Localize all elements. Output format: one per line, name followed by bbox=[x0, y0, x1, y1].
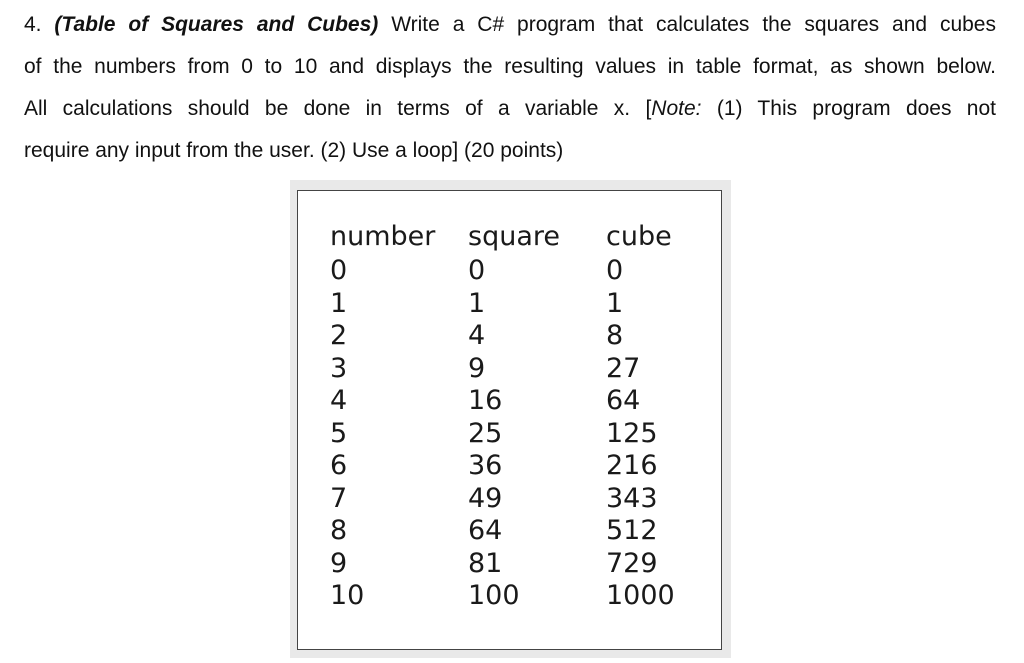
cell-number: 2 bbox=[330, 320, 348, 351]
cell-cube: 216 bbox=[606, 450, 658, 481]
question-line-3 bbox=[24, 88, 996, 130]
console-output-frame bbox=[297, 190, 722, 650]
question-number: 4. bbox=[24, 13, 42, 36]
table-header-row bbox=[330, 219, 696, 255]
question-line-3-start: All calculations should be done in terms of a variable x. [ bbox=[24, 97, 652, 120]
question-line-4-text: require any input from the user. (2) Use a loop] (20 points) bbox=[24, 139, 564, 162]
question-text bbox=[24, 4, 996, 172]
cell-cube: 343 bbox=[606, 482, 658, 514]
cell-cube: 8 bbox=[606, 320, 624, 351]
cell-square: 100 bbox=[468, 580, 520, 611]
table-row bbox=[330, 320, 696, 353]
cell-cube: 27 bbox=[606, 352, 641, 384]
table-row bbox=[330, 450, 696, 483]
table-row bbox=[330, 515, 696, 548]
table-row bbox=[330, 385, 696, 418]
table-row bbox=[330, 418, 696, 451]
cell-square: 16 bbox=[468, 385, 503, 416]
header-square: square bbox=[468, 221, 560, 252]
question-note-label: Note: bbox=[651, 97, 702, 120]
cell-square: 36 bbox=[468, 450, 503, 481]
table-row bbox=[330, 580, 696, 613]
cell-number: 9 bbox=[330, 547, 348, 579]
cell-cube: 512 bbox=[606, 515, 658, 546]
question-title: (Table of Squares and Cubes) bbox=[54, 13, 379, 36]
question-line-3-end: (1) This program does not bbox=[716, 97, 996, 120]
table-body bbox=[330, 255, 696, 613]
cell-number: 1 bbox=[330, 287, 348, 319]
table-row bbox=[330, 483, 696, 516]
header-number: number bbox=[330, 221, 436, 252]
cell-number: 6 bbox=[330, 450, 348, 481]
table-row bbox=[330, 288, 696, 321]
cell-cube: 125 bbox=[606, 417, 658, 449]
cell-square: 25 bbox=[468, 417, 503, 449]
cell-square: 49 bbox=[468, 482, 503, 514]
cell-cube: 64 bbox=[606, 385, 641, 416]
cell-square: 64 bbox=[468, 515, 503, 546]
header-cube: cube bbox=[606, 221, 672, 252]
cell-square: 1 bbox=[468, 287, 486, 319]
question-line-2 bbox=[24, 46, 996, 88]
cell-number: 3 bbox=[330, 352, 348, 384]
cell-cube: 1 bbox=[606, 287, 624, 319]
question-line-1 bbox=[24, 4, 996, 46]
cell-square: 0 bbox=[468, 255, 486, 286]
cell-cube: 1000 bbox=[606, 580, 675, 611]
console-output-panel bbox=[290, 180, 731, 658]
table-row bbox=[330, 353, 696, 386]
squares-cubes-table bbox=[330, 219, 696, 613]
table-row bbox=[330, 255, 696, 288]
cell-cube: 729 bbox=[606, 547, 658, 579]
cell-square: 4 bbox=[468, 320, 486, 351]
cell-cube: 0 bbox=[606, 255, 624, 286]
cell-number: 4 bbox=[330, 385, 348, 416]
question-line-1-rest: Write a C# program that calculates the squares and cubes bbox=[391, 13, 996, 36]
cell-number: 10 bbox=[330, 580, 365, 611]
cell-number: 5 bbox=[330, 417, 348, 449]
question-line-2-text: of the numbers from 0 to 10 and displays the resulting values in table format, as shown below. bbox=[24, 55, 996, 78]
question-line-4 bbox=[24, 130, 996, 172]
cell-number: 0 bbox=[330, 255, 348, 286]
table-row bbox=[330, 548, 696, 581]
cell-square: 81 bbox=[468, 547, 503, 579]
cell-number: 8 bbox=[330, 515, 348, 546]
cell-square: 9 bbox=[468, 352, 486, 384]
cell-number: 7 bbox=[330, 482, 348, 514]
